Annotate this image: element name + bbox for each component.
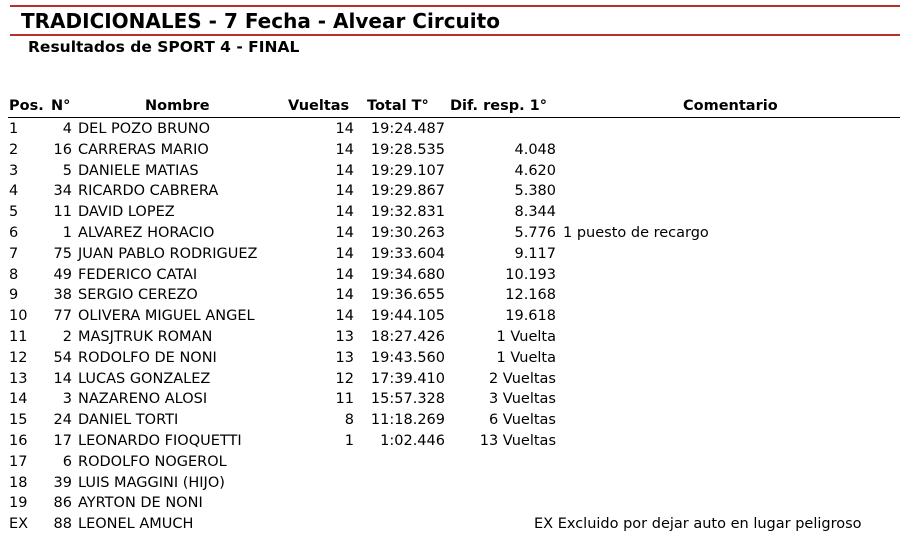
cell-name: DANIEL TORTI: [78, 412, 179, 429]
table-row: [0, 431, 900, 452]
cell-name: OLIVERA MIGUEL ANGEL: [78, 308, 255, 325]
cell-name: RICARDO CABRERA: [78, 183, 219, 200]
cell-pos: 3: [9, 162, 19, 179]
cell-name: LUCAS GONZALEZ: [78, 370, 211, 387]
cell-laps: 14: [335, 204, 354, 221]
cell-laps: 1: [344, 432, 354, 449]
table-row: [0, 244, 900, 265]
table-row: [0, 119, 900, 140]
cell-number: 49: [53, 266, 72, 283]
cell-pos: 14: [9, 391, 28, 408]
cell-name: AYRTON DE NONI: [78, 495, 203, 512]
cell-name: JUAN PABLO RODRIGUEZ: [78, 245, 258, 262]
cell-pos: 12: [9, 349, 28, 366]
cell-comment: 1 puesto de recargo: [563, 224, 709, 241]
cell-pos: 19: [9, 495, 28, 512]
cell-pos: 10: [9, 308, 28, 325]
cell-pos: 18: [9, 474, 28, 491]
cell-difference: 6 Vueltas: [488, 412, 556, 429]
cell-pos: 5: [9, 204, 19, 221]
cell-difference: 1 Vuelta: [496, 349, 556, 366]
table-row: [0, 389, 900, 410]
table-row: [0, 223, 900, 244]
cell-pos: 13: [9, 370, 28, 387]
table-row: [0, 265, 900, 286]
cell-name: LEONEL AMUCH: [78, 516, 194, 533]
header-laps: Vueltas: [288, 98, 350, 114]
cell-name: RODOLFO NOGEROL: [78, 453, 227, 470]
title-bottom-rule: [10, 34, 900, 36]
table-row: [0, 410, 900, 431]
table-row: [0, 306, 900, 327]
cell-number: 88: [53, 516, 72, 533]
cell-difference: 4.048: [514, 141, 556, 158]
header-divider: [8, 117, 900, 118]
cell-laps: 14: [335, 183, 354, 200]
cell-total-time: 15:57.328: [370, 391, 445, 408]
cell-pos: 17: [9, 453, 28, 470]
cell-laps: 14: [335, 141, 354, 158]
cell-name: RODOLFO DE NONI: [78, 349, 217, 366]
cell-total-time: 19:32.831: [370, 204, 445, 221]
results-table-body: [0, 119, 900, 535]
cell-pos: 7: [9, 245, 19, 262]
table-row: [0, 181, 900, 202]
page-subtitle: Resultados de SPORT 4 - FINAL: [28, 38, 300, 56]
cell-laps: 8: [344, 412, 354, 429]
cell-name: DANIELE MATIAS: [78, 162, 199, 179]
cell-total-time: 19:34.680: [370, 266, 445, 283]
cell-number: 6: [62, 453, 72, 470]
cell-number: 5: [62, 162, 72, 179]
cell-difference: 8.344: [514, 204, 556, 221]
cell-total-time: 19:24.487: [370, 121, 445, 137]
cell-number: 16: [53, 141, 72, 158]
cell-pos: 6: [9, 224, 19, 241]
cell-laps: 14: [335, 266, 354, 283]
cell-comment: EX Excluido por dejar auto en lugar peligroso: [534, 516, 862, 533]
cell-difference: 19.618: [505, 308, 556, 325]
cell-number: 54: [53, 349, 72, 366]
header-comment: Comentario: [683, 98, 778, 114]
cell-pos: 15: [9, 412, 28, 429]
cell-name: NAZARENO ALOSI: [78, 391, 208, 408]
cell-laps: 14: [335, 245, 354, 262]
cell-difference: 12.168: [505, 287, 556, 304]
cell-number: 2: [62, 328, 72, 345]
cell-total-time: 19:33.604: [370, 245, 445, 262]
cell-laps: 11: [335, 391, 354, 408]
cell-total-time: 19:44.105: [370, 308, 445, 325]
header-diff: Dif. resp. 1°: [450, 98, 547, 114]
cell-difference: 3 Vueltas: [488, 391, 556, 408]
table-row: [0, 202, 900, 223]
cell-total-time: 19:28.535: [370, 141, 445, 158]
cell-difference: 4.620: [514, 162, 556, 179]
cell-name: MASJTRUK ROMAN: [78, 328, 213, 345]
cell-name: LEONARDO FIOQUETTI: [78, 432, 242, 449]
table-row: [0, 285, 900, 306]
cell-name: DAVID LOPEZ: [78, 204, 175, 221]
table-row: [0, 473, 900, 494]
cell-name: CARRERAS MARIO: [78, 141, 209, 158]
cell-pos: 11: [9, 328, 28, 345]
cell-number: 75: [53, 245, 72, 262]
table-row: [0, 327, 900, 348]
cell-total-time: 19:43.560: [370, 349, 445, 366]
cell-difference: 1 Vuelta: [496, 328, 556, 345]
cell-name: FEDERICO CATAI: [78, 266, 198, 283]
cell-number: 34: [53, 183, 72, 200]
header-num: N°: [51, 98, 71, 114]
cell-laps: 14: [335, 162, 354, 179]
cell-difference: 13 Vueltas: [479, 432, 556, 449]
cell-number: 39: [53, 474, 72, 491]
header-pos: Pos.: [9, 98, 44, 114]
table-row: [0, 161, 900, 182]
cell-number: 77: [53, 308, 72, 325]
cell-name: ALVAREZ HORACIO: [78, 224, 215, 241]
cell-number: 4: [62, 121, 72, 137]
cell-difference: 2 Vueltas: [488, 370, 556, 387]
cell-total-time: 1:02.446: [380, 432, 445, 449]
cell-total-time: 19:36.655: [370, 287, 445, 304]
cell-total-time: 19:29.107: [370, 162, 445, 179]
cell-pos: EX: [9, 516, 29, 533]
table-row: [0, 452, 900, 473]
cell-pos: 4: [9, 183, 19, 200]
cell-number: 24: [53, 412, 72, 429]
cell-total-time: 17:39.410: [370, 370, 445, 387]
cell-pos: 2: [9, 141, 19, 158]
cell-name: LUIS MAGGINI (HIJO): [78, 474, 225, 491]
cell-number: 86: [53, 495, 72, 512]
cell-laps: 14: [335, 287, 354, 304]
table-row: [0, 348, 900, 369]
cell-number: 1: [62, 224, 72, 241]
cell-number: 11: [53, 204, 72, 221]
page-title: TRADICIONALES - 7 Fecha - Alvear Circuito: [21, 9, 500, 33]
cell-pos: 9: [9, 287, 19, 304]
cell-laps: 14: [335, 121, 354, 137]
cell-total-time: 19:29.867: [370, 183, 445, 200]
cell-laps: 12: [335, 370, 354, 387]
table-row: [0, 514, 900, 535]
cell-difference: 9.117: [514, 245, 556, 262]
cell-name: SERGIO CEREZO: [78, 287, 198, 304]
table-row: [0, 140, 900, 161]
cell-pos: 8: [9, 266, 19, 283]
cell-total-time: 11:18.269: [370, 412, 445, 429]
cell-difference: 10.193: [505, 266, 556, 283]
cell-laps: 13: [335, 328, 354, 345]
cell-number: 17: [53, 432, 72, 449]
title-top-rule: [10, 5, 900, 7]
cell-name: DEL POZO BRUNO: [78, 121, 211, 137]
header-time: Total T°: [367, 98, 429, 114]
cell-laps: 14: [335, 308, 354, 325]
cell-pos: 1: [9, 121, 19, 137]
header-name: Nombre: [145, 98, 210, 114]
cell-total-time: 19:30.263: [370, 224, 445, 241]
cell-number: 3: [62, 391, 72, 408]
cell-laps: 13: [335, 349, 354, 366]
cell-difference: 5.380: [514, 183, 556, 200]
cell-number: 38: [53, 287, 72, 304]
cell-laps: 14: [335, 224, 354, 241]
cell-difference: 5.776: [514, 224, 556, 241]
cell-number: 14: [53, 370, 72, 387]
table-row: [0, 493, 900, 514]
cell-pos: 16: [9, 432, 28, 449]
cell-total-time: 18:27.426: [370, 328, 445, 345]
table-row: [0, 369, 900, 390]
